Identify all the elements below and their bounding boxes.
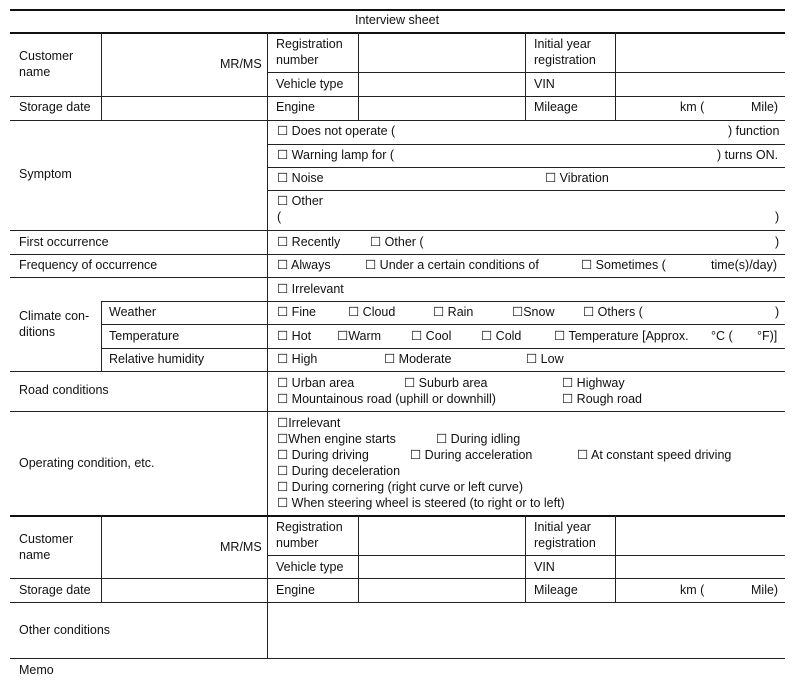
always-checkbox[interactable]: ☐ Always <box>277 258 331 272</box>
mileage-label-2: Mileage <box>534 583 578 597</box>
storage-date-label-2: Storage date <box>19 583 91 597</box>
rule <box>10 9 785 11</box>
vehicle-type-label: Vehicle type <box>276 77 344 91</box>
initial-year-registration-label: Initial year registration <box>534 37 596 67</box>
rule <box>101 301 102 371</box>
rule <box>10 96 785 97</box>
weather-others-checkbox[interactable]: ☐ Others ( <box>583 305 643 319</box>
mr-ms-label: MR/MS <box>220 57 262 71</box>
rough-road-checkbox[interactable]: ☐ Rough road <box>562 392 643 406</box>
cold-checkbox[interactable]: ☐ Cold <box>481 329 522 343</box>
warning-lamp-checkbox[interactable]: ☐ Warning lamp for ( <box>277 148 395 162</box>
sometimes-checkbox[interactable]: ☐ Sometimes ( <box>581 258 666 272</box>
celsius-label: °C ( <box>711 329 733 343</box>
urban-area-checkbox[interactable]: ☐ Urban area <box>277 376 355 390</box>
mile-label-2: Mile) <box>751 583 779 597</box>
rule <box>101 515 102 602</box>
rule <box>10 230 785 231</box>
low-checkbox[interactable]: ☐ Low <box>526 352 564 366</box>
cloud-checkbox[interactable]: ☐ Cloud <box>348 305 396 319</box>
operating-condition-label: Operating condition, etc. <box>19 456 155 470</box>
deceleration-checkbox[interactable]: ☐ During deceleration <box>277 464 401 478</box>
highway-checkbox[interactable]: ☐ Highway <box>562 376 625 390</box>
rule <box>525 32 526 120</box>
km-label: km ( <box>680 100 705 114</box>
during-driving-checkbox[interactable]: ☐ During driving <box>277 448 369 462</box>
rule <box>525 515 526 602</box>
memo-label: Memo <box>19 663 54 677</box>
rule <box>101 324 785 325</box>
idling-checkbox[interactable]: ☐ During idling <box>436 432 521 446</box>
frequency-label: Frequency of occurrence <box>19 258 158 272</box>
first-occurrence-close-paren: ) <box>775 235 780 249</box>
other-symptom-checkbox[interactable]: ☐ Other <box>277 194 323 208</box>
operating-irrelevant-checkbox[interactable]: ☐Irrelevant <box>277 416 341 430</box>
rule <box>101 301 785 302</box>
moderate-checkbox[interactable]: ☐ Moderate <box>384 352 452 366</box>
rule <box>268 167 785 168</box>
symptom-label: Symptom <box>19 167 72 181</box>
storage-date-label: Storage date <box>19 100 91 114</box>
acceleration-checkbox[interactable]: ☐ During acceleration <box>410 448 533 462</box>
road-conditions-label: Road conditions <box>19 383 109 397</box>
initial-year-registration-label-2: Initial year registration <box>534 520 596 550</box>
does-not-operate-checkbox[interactable]: ☐ Does not operate ( <box>277 124 396 138</box>
recently-checkbox[interactable]: ☐ Recently <box>277 235 341 249</box>
rule <box>268 190 785 191</box>
turns-on-close: ) turns ON. <box>717 148 779 162</box>
hot-checkbox[interactable]: ☐ Hot <box>277 329 312 343</box>
rule <box>268 72 785 73</box>
rain-checkbox[interactable]: ☐ Rain <box>433 305 474 319</box>
weather-label: Weather <box>109 305 157 319</box>
first-occurrence-label: First occurrence <box>19 235 109 249</box>
rule <box>10 277 785 278</box>
function-close: ) function <box>728 124 780 138</box>
steering-checkbox[interactable]: ☐ When steering wheel is steered (to right or to left) <box>277 496 565 510</box>
customer-name-label-2: Customer name <box>19 532 74 562</box>
registration-number-label: Registration number <box>276 37 343 67</box>
vin-label-2: VIN <box>534 560 555 574</box>
temperature-approx-checkbox[interactable]: ☐ Temperature [Approx. <box>554 329 689 343</box>
certain-conditions-checkbox[interactable]: ☐ Under a certain conditions of <box>365 258 539 272</box>
relative-humidity-label: Relative humidity <box>109 352 205 366</box>
rule <box>10 120 785 121</box>
constant-speed-checkbox[interactable]: ☐ At constant speed driving <box>577 448 732 462</box>
high-checkbox[interactable]: ☐ High <box>277 352 318 366</box>
temperature-label: Temperature <box>109 329 180 343</box>
engine-label-2: Engine <box>276 583 315 597</box>
rule <box>10 32 785 34</box>
rule <box>10 254 785 255</box>
km-label-2: km ( <box>680 583 705 597</box>
customer-name-label: Customer name <box>19 49 74 79</box>
rule <box>358 32 359 120</box>
engine-label: Engine <box>276 100 315 114</box>
suburb-area-checkbox[interactable]: ☐ Suburb area <box>404 376 488 390</box>
mountainous-road-checkbox[interactable]: ☐ Mountainous road (uphill or downhill) <box>277 392 496 406</box>
sheet-title: Interview sheet <box>355 13 440 27</box>
other-conditions-label: Other conditions <box>19 623 111 637</box>
rule <box>10 578 785 579</box>
vibration-checkbox[interactable]: ☐ Vibration <box>545 171 609 185</box>
fahrenheit-label: °F)] <box>757 329 778 343</box>
mileage-label: Mileage <box>534 100 578 114</box>
rule <box>615 515 616 602</box>
rule <box>358 515 359 602</box>
mile-label: Mile) <box>751 100 779 114</box>
snow-checkbox[interactable]: ☐Snow <box>512 305 555 319</box>
rule <box>101 32 102 120</box>
vehicle-type-label-2: Vehicle type <box>276 560 344 574</box>
engine-starts-checkbox[interactable]: ☐When engine starts <box>277 432 396 446</box>
rule <box>615 32 616 120</box>
climate-conditions-label: Climate con- ditions <box>19 309 90 339</box>
cool-checkbox[interactable]: ☐ Cool <box>411 329 452 343</box>
warm-checkbox[interactable]: ☐Warm <box>337 329 382 343</box>
rule <box>268 144 785 145</box>
other-symptom-open-paren: ( <box>277 210 282 224</box>
rule <box>10 515 785 517</box>
rule <box>101 348 785 349</box>
rule <box>10 411 785 412</box>
rule <box>10 602 785 603</box>
weather-others-close: ) <box>775 305 780 319</box>
rule <box>10 371 785 372</box>
rule <box>267 32 268 515</box>
cornering-checkbox[interactable]: ☐ During cornering (right curve or left curve) <box>277 480 524 494</box>
climate-irrelevant-checkbox[interactable]: ☐ Irrelevant <box>277 282 344 296</box>
rule <box>268 555 785 556</box>
mr-ms-label-2: MR/MS <box>220 540 262 554</box>
times-per-day-label: time(s)/day) <box>711 258 777 272</box>
vin-label: VIN <box>534 77 555 91</box>
fine-checkbox[interactable]: ☐ Fine <box>277 305 316 319</box>
noise-checkbox[interactable]: ☐ Noise <box>277 171 324 185</box>
other-symptom-close-paren: ) <box>775 210 780 224</box>
first-occurrence-other-checkbox[interactable]: ☐ Other ( <box>370 235 424 249</box>
rule <box>10 658 785 659</box>
registration-number-label-2: Registration number <box>276 520 343 550</box>
rule <box>267 515 268 659</box>
